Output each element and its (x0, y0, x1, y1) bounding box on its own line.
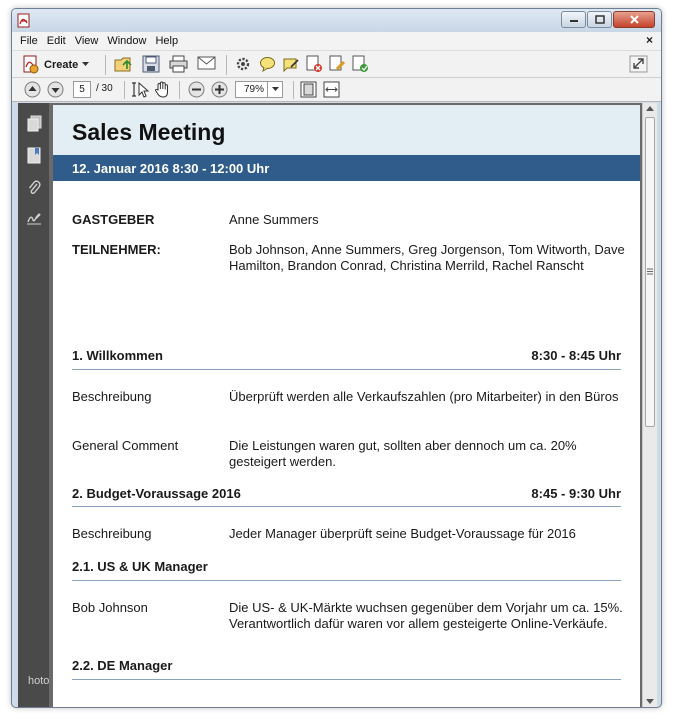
settings-gear-icon[interactable] (235, 56, 251, 72)
row-value: Die US- & UK-Märkte wuchsen gegenüber dem Vorjahr um ca. 15%. Verantwortlich dafür waren vor allem gesteigerte Online-Verkäufe. (229, 600, 623, 631)
sign-document-icon[interactable] (352, 55, 369, 73)
menu-view[interactable]: View (74, 35, 99, 47)
document-title: Sales Meeting (72, 119, 226, 145)
select-tool-icon[interactable] (132, 81, 150, 98)
section-time: 8:45 - 9:30 Uhr (531, 486, 621, 501)
watermark: hoto (28, 675, 50, 687)
section-heading: 2.2. DE Manager (72, 658, 173, 673)
grip-icon (647, 268, 653, 275)
meeting-date: 12. Januar 2016 8:30 - 12:00 Uhr (72, 161, 270, 176)
participants-value: Bob Johnson, Anne Summers, Greg Jorgenson, Tom Witworth, Dave Hamilton, Brandon Conrad, Christina Merrild, Rachel Ranscht (229, 242, 625, 273)
row-label: General Comment (72, 438, 179, 453)
section-divider (72, 580, 621, 581)
comment-icon[interactable] (259, 56, 276, 72)
zoom-in-button[interactable] (211, 81, 228, 98)
menu-edit[interactable]: Edit (46, 35, 66, 47)
create-button[interactable] (22, 54, 89, 75)
row-value: Die Leistungen waren gut, sollten aber dennoch um ca. 20% gesteigert werden. (229, 438, 577, 469)
section-heading: 2. Budget-Voraussage 2016 (72, 486, 241, 501)
pdf-page (53, 105, 640, 708)
row-value: Jeder Manager überprüft seine Budget-Voraussage für 2016 (229, 526, 576, 541)
vertical-scrollbar[interactable] (642, 103, 657, 708)
reject-document-icon[interactable] (306, 55, 323, 73)
section-divider (72, 369, 621, 370)
next-page-button[interactable] (47, 81, 64, 98)
section-heading: 2.1. US & UK Manager (72, 559, 208, 574)
zoom-level-input[interactable]: 79% (235, 81, 283, 98)
create-pdf-icon (22, 55, 40, 74)
zoom-dropdown-button[interactable] (267, 81, 283, 98)
email-icon[interactable] (197, 56, 216, 71)
row-label: Bob Johnson (72, 600, 148, 615)
open-folder-icon[interactable] (114, 55, 134, 74)
section-divider (72, 679, 621, 680)
host-label: GASTGEBER (72, 212, 155, 227)
expand-icon[interactable] (629, 55, 648, 73)
date-band (53, 155, 640, 181)
menu-window[interactable]: Window (107, 35, 147, 47)
row-label: Beschreibung (72, 389, 152, 404)
maximize-button[interactable] (587, 11, 612, 28)
host-value: Anne Summers (229, 212, 319, 227)
title-bar (12, 9, 661, 32)
chevron-down-icon (272, 87, 279, 92)
main-toolbar (12, 50, 661, 78)
app-window (11, 8, 662, 708)
participants-label: TEILNEHMER: (72, 242, 161, 257)
previous-page-button[interactable] (24, 81, 41, 98)
scroll-down-icon[interactable] (646, 699, 654, 705)
page-total: / 30 (96, 83, 113, 94)
row-value: Überprüft werden alle Verkaufszahlen (pro Mitarbeiter) in den Büros (229, 389, 619, 404)
hand-tool-icon[interactable] (154, 81, 171, 98)
page-number-input[interactable]: 5 (73, 81, 91, 98)
create-label: Create (44, 58, 79, 71)
attachments-icon[interactable] (26, 178, 42, 196)
menu-help[interactable]: Help (155, 35, 179, 47)
signatures-icon[interactable] (26, 210, 42, 228)
navigation-toolbar (12, 78, 661, 102)
scroll-up-icon[interactable] (646, 106, 654, 112)
section-heading: 1. Willkommen (72, 348, 163, 363)
chevron-down-icon (82, 62, 89, 67)
fit-page-icon[interactable] (300, 81, 317, 98)
section-divider (72, 506, 621, 507)
close-button[interactable] (613, 11, 655, 28)
document-close-icon[interactable]: × (645, 33, 653, 47)
minimize-button[interactable] (561, 11, 586, 28)
bookmarks-icon[interactable] (26, 146, 42, 164)
document-view[interactable] (49, 103, 642, 708)
scrollbar-thumb[interactable] (645, 117, 655, 427)
menu-file[interactable]: File (20, 35, 38, 47)
section-time: 8:30 - 8:45 Uhr (531, 348, 621, 363)
navigation-pane (18, 103, 49, 708)
save-icon[interactable] (142, 55, 160, 73)
edit-document-icon[interactable] (329, 55, 346, 73)
title-band (53, 105, 640, 155)
highlight-note-icon[interactable] (283, 56, 300, 72)
fit-width-icon[interactable] (323, 81, 340, 98)
page-thumbnails-icon[interactable] (26, 114, 42, 132)
row-label: Beschreibung (72, 526, 152, 541)
zoom-out-button[interactable] (188, 81, 205, 98)
print-icon[interactable] (169, 55, 188, 73)
menu-bar (12, 32, 661, 50)
acrobat-app-icon (17, 13, 31, 28)
